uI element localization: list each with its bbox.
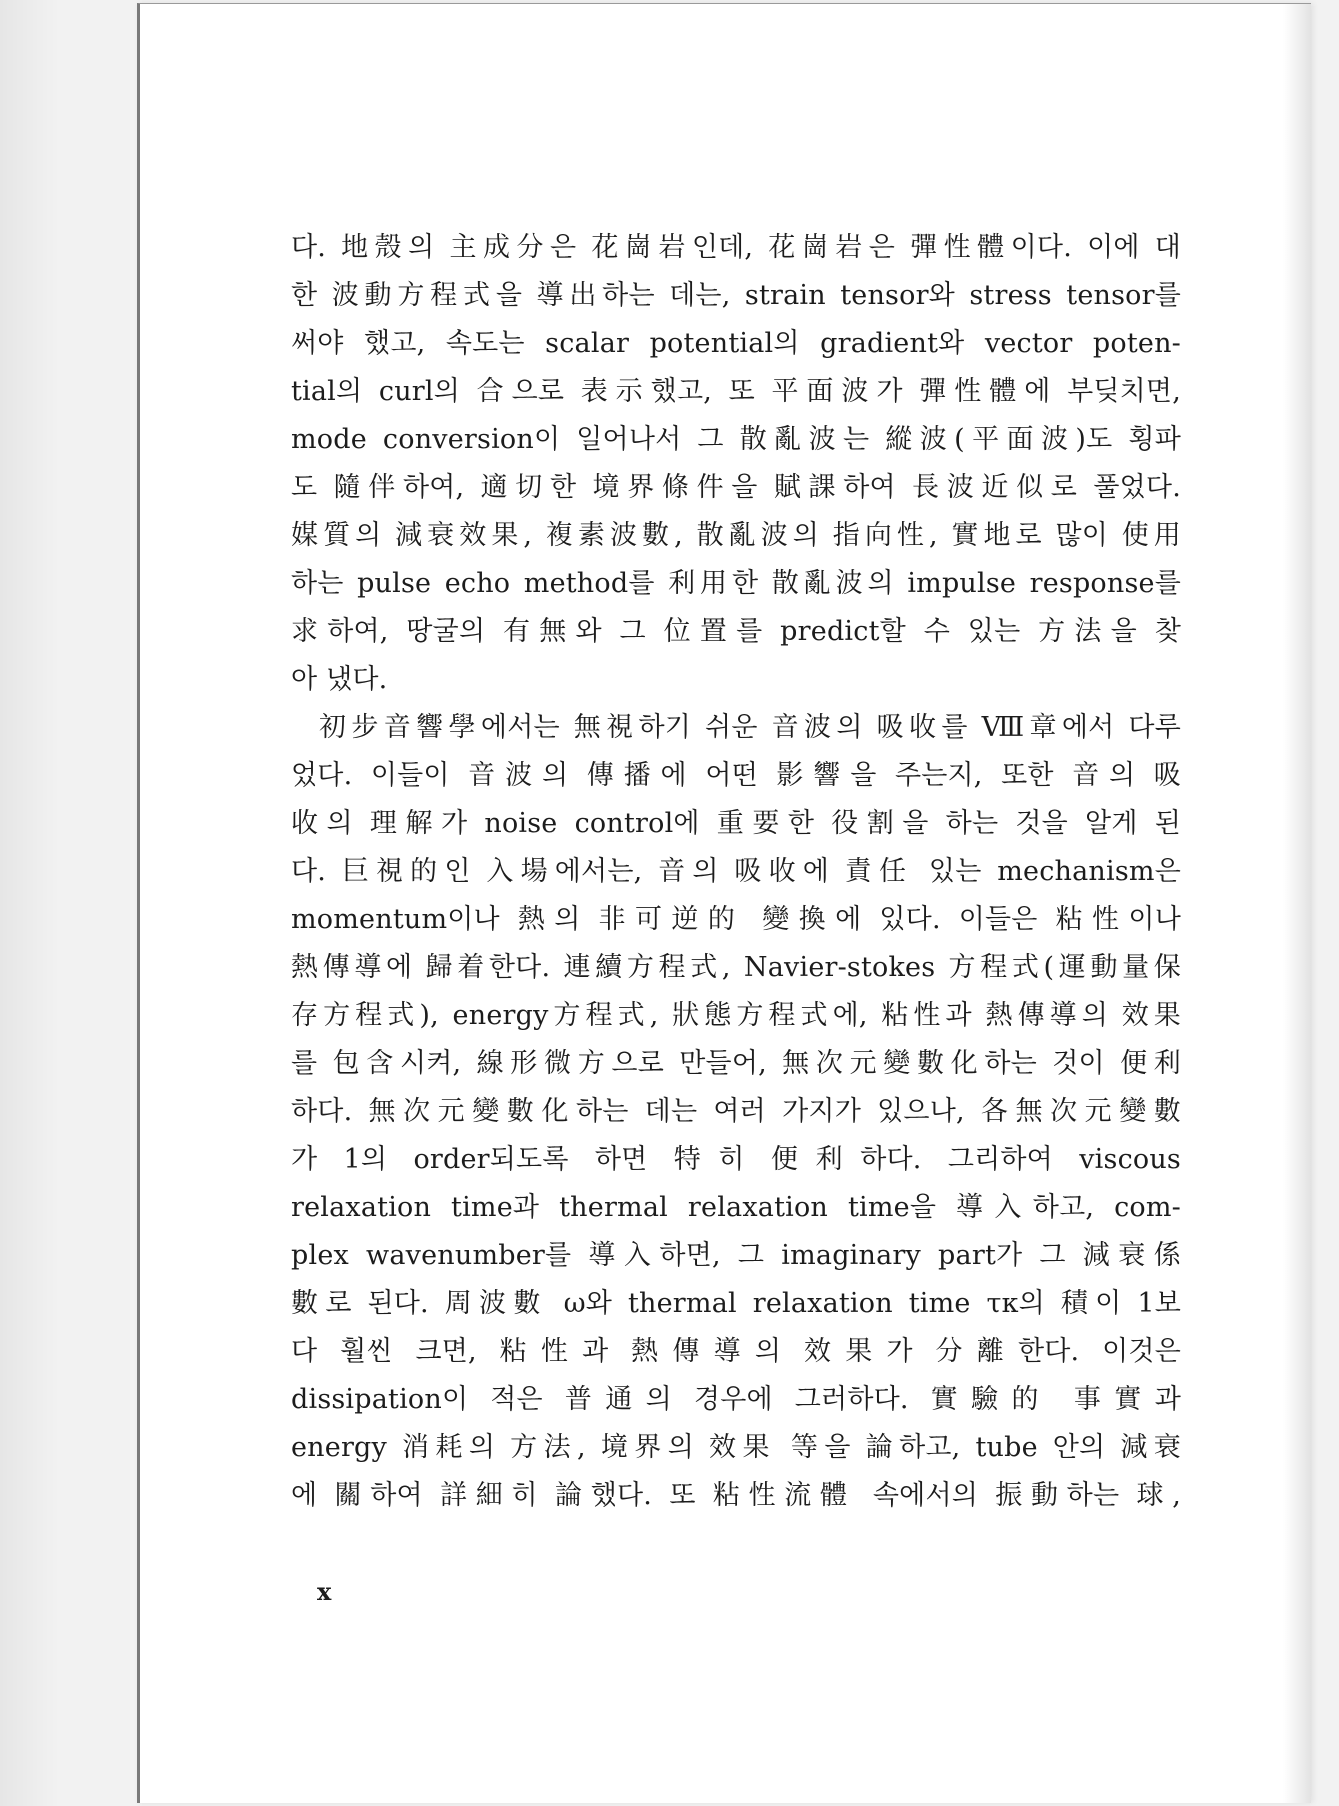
- text-line: 數로 된다. 周波數 ω와 thermal relaxation time τκ의 積이 1보: [291, 1288, 1181, 1319]
- text-line: plex wavenumber를 導入하면, 그 imaginary part가 그 減衰係: [291, 1240, 1181, 1271]
- text-line: 初步音響學에서는 無視하기 쉬운 音波의 吸收를 Ⅷ章에서 다루: [319, 712, 1181, 743]
- text-line: 다 훨씬 크면, 粘性과 熱傳導의 效果가 分離한다. 이것은: [291, 1336, 1181, 1367]
- text-line: 하는 pulse echo method를 利用한 散亂波의 impulse response를: [291, 568, 1181, 599]
- text-line: 다. 地殼의 主成分은 花崗岩인데, 花崗岩은 彈性體이다. 이에 대: [291, 232, 1181, 263]
- text-line: 存方程式), energy方程式, 狀態方程式에, 粘性과 熱傳導의 效果: [291, 1000, 1181, 1031]
- text-line: relaxation time과 thermal relaxation time을 導入하고, com-: [291, 1192, 1181, 1223]
- text-line: 다. 巨視的인 入場에서는, 音의 吸收에 責任 있는 mechanism은: [291, 856, 1181, 887]
- text-line: 하다. 無次元變數化하는 데는 여러 가지가 있으나, 各無次元變數: [291, 1096, 1181, 1127]
- text-line: mode conversion이 일어나서 그 散亂波는 縱波(平面波)도 횡파: [291, 424, 1181, 455]
- text-line: 求하여, 땅굴의 有無와 그 位置를 predict할 수 있는 方法을 찾: [291, 616, 1181, 647]
- text-line: 한 波動方程式을 導出하는 데는, strain tensor와 stress tensor를: [291, 280, 1181, 311]
- text-line: 써야 했고, 속도는 scalar potential의 gradient와 vector poten-: [291, 328, 1181, 359]
- book-page: [137, 3, 1311, 1803]
- text-line: 었다. 이들이 音波의 傳播에 어떤 影響을 주는지, 또한 音의 吸: [291, 760, 1181, 791]
- text-line: 媒質의 減衰效果, 複素波數, 散亂波의 指向性, 實地로 많이 使用: [291, 520, 1181, 551]
- text-line: 가 1의 order되도록 하면 特히 便利하다. 그리하여 viscous: [291, 1144, 1181, 1175]
- body-text: [291, 224, 1181, 1520]
- text-line: 아 냈다.: [291, 664, 388, 695]
- text-line: 를 包含시켜, 線形微方으로 만들어, 無次元變數化하는 것이 便利: [291, 1048, 1181, 1079]
- text-line: 收의 理解가 noise control에 重要한 役割을 하는 것을 알게 된: [291, 808, 1181, 839]
- text-line: energy 消耗의 方法, 境界의 效果 等을 論하고, tube 안의 減衰: [291, 1432, 1181, 1463]
- text-line: 熱傳導에 歸着한다. 連續方程式, Navier-stokes 方程式(運動量保: [291, 952, 1181, 983]
- text-line: 에 關하여 詳細히 論했다. 또 粘性流體 속에서의 振動하는 球,: [291, 1480, 1181, 1511]
- text-line: momentum이나 熱의 非可逆的 變換에 있다. 이들은 粘性이나: [291, 904, 1181, 935]
- paragraph-2: [291, 704, 1181, 1520]
- paragraph-1: [291, 224, 1181, 704]
- page-edge-shadow: [1283, 4, 1311, 1803]
- text-line: dissipation이 적은 普通의 경우에 그러하다. 實驗的 事實과: [291, 1384, 1181, 1415]
- text-line: tial의 curl의 合으로 表示했고, 또 平面波가 彈性體에 부딪치면,: [291, 376, 1181, 407]
- text-line: 도 隨伴하여, 適切한 境界條件을 賦課하여 長波近似로 풀었다.: [291, 472, 1181, 503]
- page-number: x: [317, 1577, 332, 1606]
